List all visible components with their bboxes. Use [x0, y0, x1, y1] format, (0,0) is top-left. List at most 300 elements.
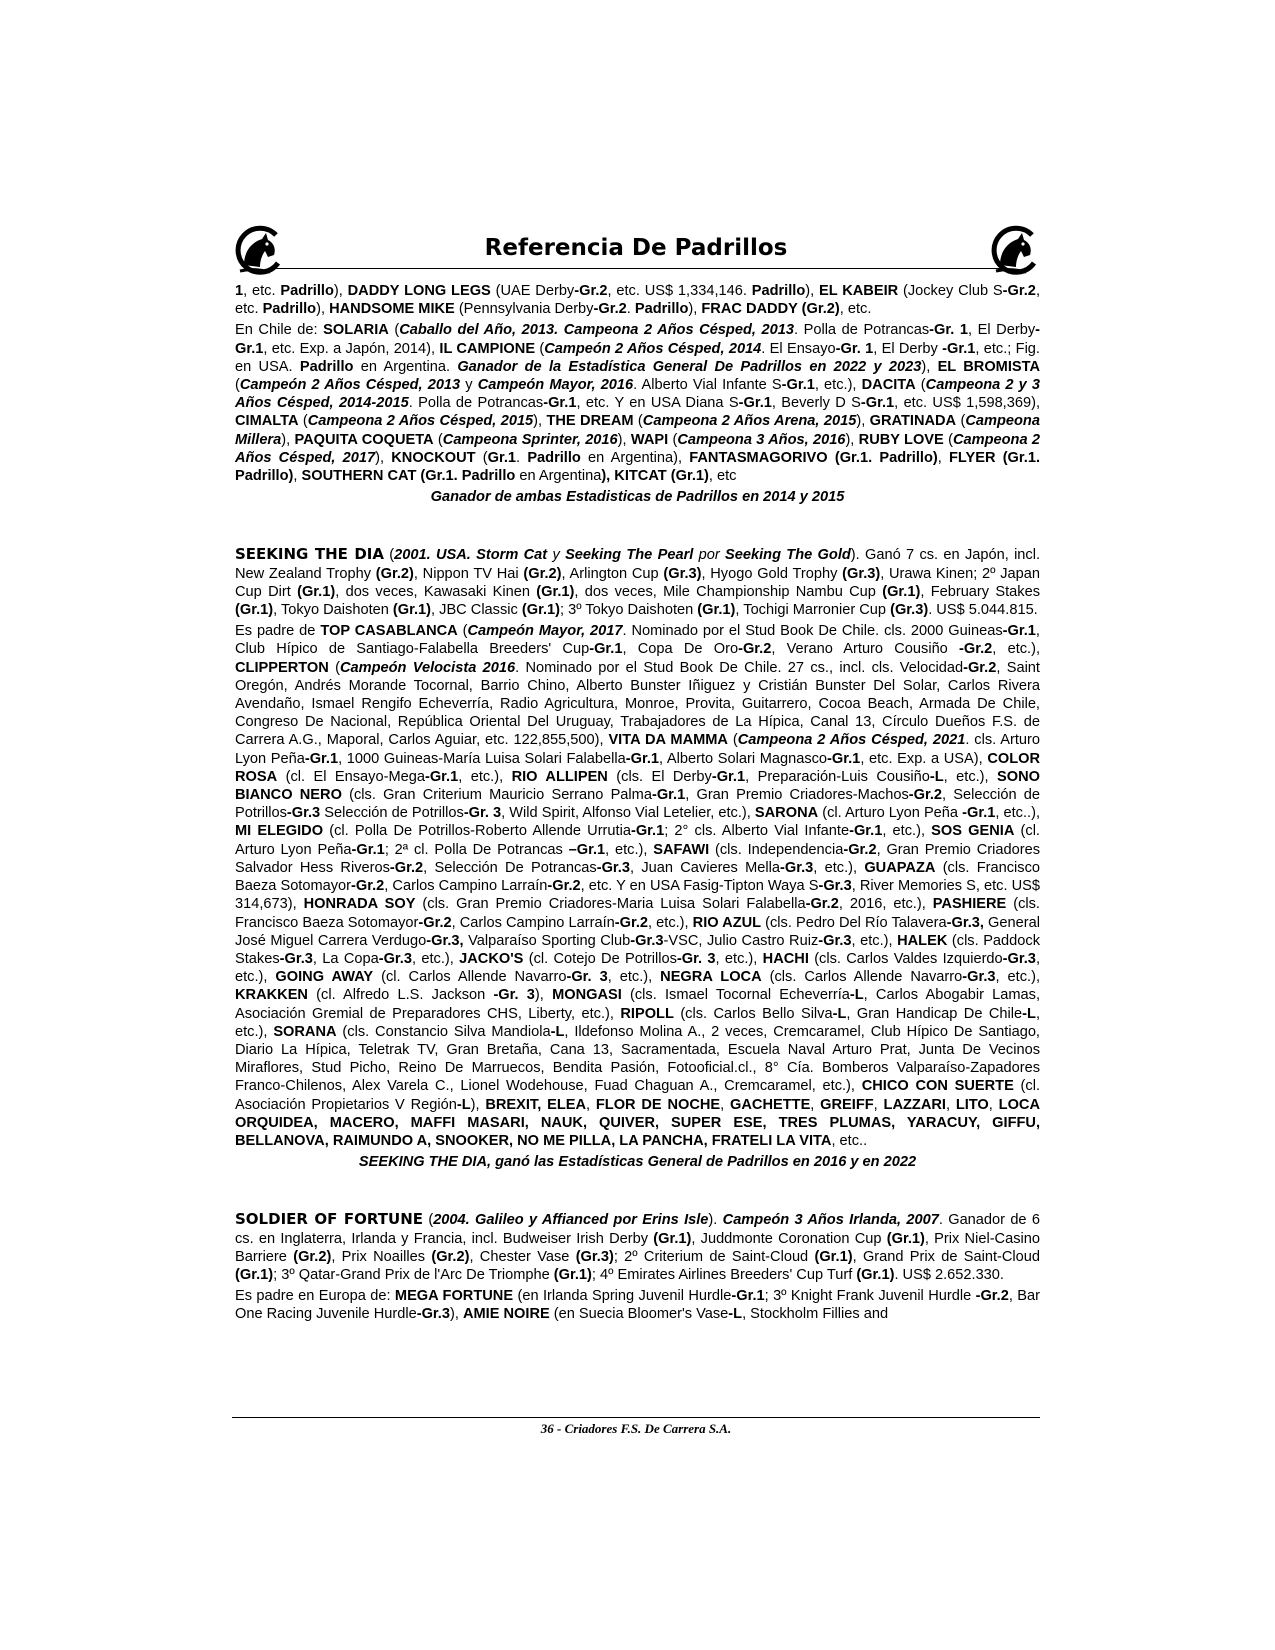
horse-name-heading: SOLDIER OF FORTUNE [235, 1210, 423, 1229]
text-run: -Gr. 3 [463, 805, 502, 822]
text-run: , etc. Exp. a Japón, 2014), [263, 340, 440, 357]
text-run: , Stockholm Fillies and [742, 1306, 889, 1323]
text-run: -Gr.1 [304, 750, 339, 767]
text-run: ( [423, 1212, 434, 1229]
text-run: , Grand Prix de Saint-Cloud [852, 1248, 1041, 1265]
text-run: (Gr.1) [235, 602, 274, 619]
text-run: -Gr.3 [818, 878, 852, 895]
text-run: -Gr.2 [574, 283, 608, 299]
text-run: , Bar One Racing Juvenile Hurdle [235, 1288, 1041, 1323]
text-run: Gr.1 [487, 449, 517, 466]
text-run: –Gr.1 [568, 841, 606, 858]
text-run: ( [433, 431, 443, 448]
text-run: (cl. Carlos Allende Navarro [373, 969, 567, 986]
text-run: ), [805, 283, 820, 299]
text-run: CLIPPERTON [235, 659, 329, 676]
text-run: . [516, 449, 528, 466]
text-run: , Wild Spirit, Alfonso Vial Letelier, etc.), [501, 805, 755, 822]
text-run: , February Stakes [920, 583, 1041, 600]
text-run: ), [281, 431, 295, 448]
text-run: (cl. Asociación Propietarios V Región [235, 1078, 1040, 1113]
text-run: (Gr.1) [882, 583, 921, 600]
text-run: Campeón 3 Años Irlanda, 2007 [722, 1212, 939, 1229]
text-run: DACITA [861, 377, 916, 394]
text-run: -Gr.1 [630, 823, 665, 840]
text-run: ; 3º Knight Frank Juvenil Hurdle [764, 1288, 976, 1305]
text-run: , Tochigi Marronier Cup [735, 602, 891, 619]
text-run: , Alberto Solari Magnasco [659, 750, 828, 767]
text-run: . Ganador de 6 cs. en Inglaterra, Irlanda y Francia, incl. Budweiser Irish Derby [235, 1212, 1040, 1247]
intro-footnote: Ganador de ambas Estadisticas de Padrillos en 2014 y 2015 [430, 489, 845, 506]
text-run: Seeking The Pearl [565, 547, 694, 564]
text-run: -Gr.1 [625, 750, 659, 767]
text-run: Caballo del Año, 2013. Campeona 2 Años Césped, 2013 [399, 322, 794, 339]
text-run: (Gr.1) [521, 602, 560, 619]
text-run: BREXIT, ELEA [485, 1096, 587, 1113]
text-run: (Gr.1) [536, 583, 575, 600]
text-run: , etc.), [882, 823, 932, 840]
text-run: ( [956, 413, 966, 430]
text-run: SORANA [273, 1023, 337, 1040]
text-run: -Gr.3 [818, 932, 852, 949]
text-run: -Gr.1 [942, 340, 976, 357]
text-run: -Gr.2 [389, 859, 424, 876]
text-run: FLOR DE NOCHE [595, 1096, 721, 1113]
text-run: Campeona 2 Años Arena, 2015 [642, 413, 857, 430]
text-run: -Gr.3 [378, 950, 412, 967]
text-run: -Gr.1 [781, 377, 815, 394]
text-run: , Ildefonso Molina A., 2 veces, Cremcaramel, Club Hípico De Santiago, Diario La Hípica, Teletrak TV, Gran Bretaña, Cana 13, Sacramentada, Escuela Naval Arturo Prat, Junta De Vecinos Miraflores, Stud Picho, Reino De Marruecos, Bendita Pasión, Fotooficial.cl., 8° Cía. Bomberos Valparaíso-Zapadores Franco-Chilenos, Alex Varela C., Lionel Wodehouse, Fuad Chaguan A., Cremcaramel, etc.), [235, 1023, 1040, 1095]
text-run: ( [457, 623, 468, 640]
text-run: , dos veces, Kawasaki Kinen [335, 583, 537, 600]
text-run: -Gr.3 [630, 932, 664, 949]
text-run: en Argentina [515, 468, 602, 485]
text-run: WAPI [630, 431, 669, 448]
header-divider [272, 268, 1000, 269]
text-run: ( [298, 413, 308, 430]
text-run: ; 2º Criterium de Saint-Cloud [613, 1248, 815, 1265]
page-header [232, 225, 1040, 277]
text-run: ). [708, 1212, 723, 1229]
text-run: Padrillo [299, 358, 354, 375]
text-run: GUAPAZA [864, 859, 936, 876]
text-run: Selección de Potrillos [320, 805, 464, 822]
text-run: (cls. Gran Criterium Mauricio Serrano Palma [341, 787, 652, 804]
text-run: por [693, 547, 726, 564]
text-run: Campeón Mayor, 2017 [467, 623, 623, 640]
seeking-the-dia-paragraph-1 [235, 545, 1040, 619]
text-run: IL CAMPIONE [439, 340, 536, 357]
seeking-the-dia-footnote: SEEKING THE DIA, ganó las Estadísticas General de Padrillos en 2016 y en 2022 [358, 1154, 917, 1171]
text-run: -Gr.2 [593, 301, 627, 318]
text-run: , Gran Premio Criadores-Machos [685, 787, 909, 804]
text-run: , etc.), [411, 950, 460, 967]
text-run: -Gr.2 [1002, 283, 1036, 299]
text-run: CIMALTA [235, 413, 299, 430]
text-run: . Alberto Vial Infante S [633, 377, 782, 394]
text-run: GACHETTE [730, 1096, 811, 1113]
text-run: (cls. Francisco Baeza Sotomayor [235, 859, 1040, 895]
text-run: -Gr.3 [416, 1306, 450, 1323]
text-run: (cls. Carlos Bello Silva [673, 1005, 833, 1022]
text-run: SOS GENIA [931, 823, 1015, 840]
text-run: -Gr. 3 [493, 987, 535, 1004]
text-run: ), [856, 413, 870, 430]
text-run: (Gr.2) [523, 565, 562, 582]
text-run: -Gr.2 [805, 896, 839, 913]
text-run: , [586, 1096, 596, 1113]
text-run: SAFAWI [653, 841, 710, 858]
text-run: -Gr.2 [547, 878, 581, 895]
text-run: , Arlington Cup [561, 565, 664, 582]
section-spacer [235, 509, 1040, 545]
text-run: , [945, 1096, 956, 1113]
text-run: en Argentina. [353, 358, 458, 375]
text-run: , Verano Arturo Cousiño [771, 641, 960, 658]
horse-name-heading: SEEKING THE DIA [235, 545, 384, 564]
text-run: -Gr.2 [614, 914, 649, 931]
text-run: -Gr.3 [286, 805, 321, 822]
footer-divider [232, 1417, 1040, 1418]
text-run: (Gr.3) [663, 565, 702, 582]
text-run: , Gran Premio Criadores Salvador Hess Riveros [235, 841, 1040, 876]
text-run: LITO [955, 1096, 989, 1113]
text-run: , Carlos Abogabir Lamas, Asociación Gremial de Preparadores CHS, Liberty, etc.), [235, 987, 1041, 1022]
text-run: RIO ALLIPEN [511, 768, 608, 785]
text-run: -Gr.2 [908, 787, 943, 804]
text-run: , etc.), [605, 841, 654, 858]
text-run: (cls. El Derby [607, 768, 712, 785]
text-run: , Prix Noailles [331, 1248, 432, 1265]
text-run: KNOCKOUT [391, 449, 476, 466]
text-run: , dos veces, Mile Championship Nambu Cup [574, 583, 883, 600]
text-run: , etc. [235, 283, 1040, 318]
text-run: 2001. USA. Storm Cat [394, 547, 548, 564]
text-run: -L [1022, 1005, 1036, 1022]
text-run: , etc.), [607, 969, 661, 986]
text-run: en Argentina), [580, 449, 690, 466]
text-run: -Gr. 3 [566, 969, 608, 986]
text-run: Ganador de la Estadística General De Padrillos en 2022 y 2023 [457, 358, 922, 375]
page-footer: 36 - Criadores F.S. De Carrera S.A. [540, 1421, 732, 1436]
text-run: SOLARIA [323, 322, 389, 339]
text-run: , Tokyo Daishoten [273, 602, 393, 619]
text-run: (Gr.1) [697, 602, 736, 619]
text-run: (Gr.2) [293, 1248, 332, 1265]
text-run: ; 3º Qatar-Grand Prix de l'Arc De Triomphe [273, 1266, 554, 1283]
text-run: (Gr.1) [553, 1266, 592, 1283]
text-run: Campeona 2 Años Césped, 2015 [307, 413, 534, 430]
text-run: -Gr.2 [963, 659, 997, 676]
text-run: , etc.; Fig. en USA. [235, 340, 1040, 375]
text-run: , [988, 1096, 999, 1113]
text-run: RIPOLL [620, 1005, 674, 1022]
document-body [235, 282, 1040, 1327]
text-run: , Beverly D S [771, 395, 861, 412]
text-run: Campeona 3 Años, 2016 [677, 431, 846, 448]
text-run: -Gr.2 [843, 841, 877, 858]
text-run: RIO AZUL [692, 914, 762, 931]
text-run: -Gr.3, [946, 914, 984, 931]
text-run: ), [921, 358, 938, 375]
text-run: JACKO'S [459, 950, 524, 967]
text-run: (Gr.1) [653, 1230, 692, 1247]
text-run: EL KABEIR [819, 283, 899, 299]
text-run: GRATINADA [869, 413, 957, 430]
text-run: (cls. Constancio Silva Mandiola [336, 1023, 551, 1040]
text-run: ( [328, 659, 340, 676]
text-run: (Gr.3) [575, 1248, 614, 1265]
soldier-of-fortune-paragraph-2 [235, 1287, 1040, 1323]
text-run: ( [915, 377, 926, 394]
text-run: Campeón Mayor, 2016 [477, 377, 634, 394]
text-run: SONO BIANCO NERO [235, 768, 1041, 804]
text-run: FRAC DADDY (Gr.2) [701, 301, 840, 318]
text-run: , etc.), [992, 641, 1041, 658]
text-run: -Gr.1 [731, 1288, 765, 1305]
text-run: SOUTHERN CAT (Gr.1. Padrillo [301, 468, 516, 485]
text-run: , [810, 1096, 821, 1113]
text-run: -Gr.2 [418, 914, 452, 931]
text-run: -Gr.1 [849, 823, 883, 840]
text-run: -Gr.2 [738, 641, 772, 658]
text-run: y [460, 377, 478, 394]
text-run: -L [929, 768, 944, 785]
text-run: -Gr.1 [651, 787, 686, 804]
text-run: Valparaíso Sporting Club [463, 932, 631, 949]
text-run: -Gr.1 [235, 322, 1040, 357]
text-run: , etc. Y en USA Diana S [576, 395, 739, 412]
text-run: -Gr.2 [975, 1288, 1009, 1305]
text-run: , etc.), [235, 950, 1040, 986]
text-run: , etc. Y en USA Fasig-Tipton Waya S [580, 878, 819, 895]
text-run: , Hyogo Gold Trophy [701, 565, 843, 582]
text-run: PASHIERE [932, 896, 1007, 913]
text-run: -Gr.1 [711, 768, 746, 785]
text-run: ; 3º Tokyo Daishoten [560, 602, 698, 619]
text-run: (cls. Francisco Baeza Sotomayor [235, 896, 1040, 931]
text-run: (Gr.3) [890, 602, 929, 619]
text-run: ), [375, 449, 392, 466]
text-run: , [293, 468, 302, 485]
text-run: . El Ensayo [761, 340, 836, 357]
text-run: ), KITCAT (Gr.1) [601, 468, 709, 485]
text-run: , Juddmonte Coronation Cup [691, 1230, 887, 1247]
text-run: , Preparación-Luis Cousiño [745, 768, 930, 785]
text-run: ( [384, 547, 395, 564]
text-run: HANDSOME MIKE [329, 301, 455, 318]
text-run: . Polla de Potrancas [793, 322, 930, 339]
text-run: . cls. Arturo Lyon Peña [235, 732, 1041, 767]
text-run: , etc.), [851, 932, 898, 949]
text-run: HALEK [897, 932, 948, 949]
text-run: Campeón 2 Años Césped, 2013 [239, 377, 461, 394]
text-run: y [547, 547, 566, 564]
text-run: Padrillo [280, 283, 334, 299]
text-run: (cls. Carlos Allende Navarro [761, 969, 963, 986]
text-run: , El Derby [873, 340, 943, 357]
intro-paragraph-2 [235, 321, 1040, 485]
text-run: (cl. El Ensayo-Mega [277, 768, 425, 785]
text-run: -Gr.1 [1002, 623, 1036, 640]
text-run: (Pennsylvania Derby [454, 301, 594, 318]
page-title: Referencia De Padrillos [484, 235, 788, 261]
text-run: MEGA FORTUNE [394, 1288, 514, 1305]
text-run: SARONA [754, 805, 819, 822]
text-run: Padrillo [527, 449, 581, 466]
text-run: ( [727, 732, 738, 749]
text-run: 2004. Galileo y Affianced por Erins Isle [433, 1212, 709, 1229]
text-run: -Gr.3 [596, 859, 630, 876]
text-run: -Gr.1 [543, 395, 577, 412]
text-run: (Gr.2) [431, 1248, 470, 1265]
text-run: GREIFF [820, 1096, 874, 1113]
text-run: , etc. [839, 301, 872, 318]
text-run: , etc.), [943, 768, 998, 785]
text-run: Es padre de [235, 623, 321, 640]
text-run: ; 2° cls. Alberto Vial Infante [664, 823, 850, 840]
text-run: -Gr. 1 [835, 340, 874, 357]
text-run: CHICO CON SUERTE [861, 1078, 1014, 1095]
text-run: (cl. Alfredo L.S. Jackson [307, 987, 494, 1004]
text-run: . [626, 301, 635, 318]
text-run: GOING AWAY [275, 969, 374, 986]
text-run: (cls. Independencia [709, 841, 844, 858]
text-run: -Gr.1 [351, 841, 385, 858]
text-run: ), [449, 1306, 463, 1323]
text-run: ( [633, 413, 643, 430]
text-run: -Gr.2 [351, 878, 385, 895]
text-run: (en Irlanda Spring Juvenil Hurdle [513, 1288, 732, 1305]
text-run: -Gr.1 [860, 395, 895, 412]
text-run: , etc.), [648, 914, 693, 931]
text-run: -L [550, 1023, 565, 1040]
text-run: . US$ 5.044.815. [928, 602, 1038, 619]
text-run: -Gr.3 [279, 950, 313, 967]
text-run: , 2016, etc.), [838, 896, 933, 913]
text-run: , etc.. [831, 1132, 868, 1149]
text-run: MONGASI [552, 987, 622, 1004]
text-run: , etc..), [995, 805, 1040, 822]
text-run: . Nominado por el Stud Book De Chile. 27 cs., incl. cls. Velocidad [515, 659, 964, 676]
text-run: , [873, 1096, 884, 1113]
text-run: Campeona 2 y 3 Años Césped, 2014-2015 [235, 377, 1041, 412]
text-run: (cl. Polla De Potrillos-Roberto Allende Urrutia [323, 823, 631, 840]
text-run: , etc.), [715, 950, 763, 967]
text-run: HONRADA SOY [303, 896, 416, 913]
text-run: . US$ 2.652.330. [894, 1266, 1004, 1283]
text-run: ), [617, 431, 631, 448]
text-run: , Saint Oregón, Andrés Morande Tocornal, Barrio Chino, Alberto Bunster Iñiguez y Cristián Bunster Del Solar, Carlos Rivera Avendaño, Ismael Rengifo Echeverría, Radio Agricultura, Monroe, Provita, Guitarrero, Cocoa Beach, Armada De Chile, Congreso De Nacional, República Oriental Del Uruguay, Trabajadores de La Hípica, Canal 13, Círculo Dueños F.S. de Carrera A.G., Maporal, Carlos Aguiar, etc. 122,855,500), [235, 659, 1040, 749]
text-run: , [937, 449, 949, 466]
text-run: ), [534, 987, 553, 1004]
text-run: (Gr.1) [297, 583, 336, 600]
text-run: (en Suecia Bloomer's Vase [549, 1306, 729, 1323]
text-run: -Gr.3 [780, 859, 814, 876]
text-run: , JBC Classic [431, 602, 522, 619]
text-run: AMIE NOIRE [462, 1306, 550, 1323]
text-run: (cls. Paddock Stakes [235, 932, 1040, 967]
text-run: Padrillo [262, 301, 317, 318]
text-run: , El Derby [968, 322, 1036, 339]
text-run: (cls. Carlos Valdes Izquierdo [808, 950, 1003, 967]
text-run: ( [535, 340, 545, 357]
text-run: , etc [708, 468, 737, 485]
text-run: , etc. US$ 1,598,369), [894, 395, 1041, 412]
text-run: (Gr.1) [235, 1266, 274, 1283]
text-run: -Gr.1 [589, 641, 623, 658]
text-run: -Gr. 1 [929, 322, 968, 339]
text-run: ), [688, 301, 702, 318]
text-run: , [720, 1096, 731, 1113]
text-run: -Gr.1 [738, 395, 772, 412]
text-run: (Gr.2) [375, 565, 414, 582]
text-run: ). Ganó 7 cs. en Japón, incl. New Zealand Trophy [235, 547, 1041, 582]
text-run: FLYER (Gr.1. Padrillo) [235, 449, 1041, 485]
text-run: , etc.), [458, 768, 512, 785]
text-run: , Selección de Potrillos [235, 787, 1040, 822]
text-run: (cl. Arturo Lyon Peña [235, 823, 1040, 858]
text-run: -Gr.1 [424, 768, 459, 785]
text-run: (Gr.1) [392, 602, 432, 619]
text-run: , etc.), [814, 377, 862, 394]
section-spacer [235, 1174, 1040, 1210]
text-run: , Selección De Potrancas [423, 859, 597, 876]
text-run: VITA DA MAMMA [608, 732, 728, 749]
text-run: . Nominado por el Stud Book De Chile. cls. 2000 Guineas [622, 623, 1003, 640]
text-run: , etc.), [995, 969, 1040, 986]
text-run: (Gr.1) [886, 1230, 925, 1247]
text-run: -VSC, Julio Castro Ruiz [663, 932, 819, 949]
text-run: -L [849, 987, 864, 1004]
text-run: -Gr.3, [426, 932, 464, 949]
text-run: , Nippon TV Hai [413, 565, 524, 582]
text-run: ), [316, 301, 330, 318]
text-run: , River Memories S, etc. US$ 314,673), [235, 878, 1040, 913]
text-run: (Jockey Club S [898, 283, 1003, 299]
text-run: THE DREAM [546, 413, 634, 430]
seeking-the-dia-paragraph-2 [235, 622, 1040, 1150]
text-run: General José Miguel Carrera Verdugo [235, 914, 1040, 949]
text-run: (Gr.1) [856, 1266, 895, 1283]
text-run: , Copa De Oro [622, 641, 739, 658]
text-run: ), [470, 1096, 486, 1113]
text-run: -Gr.3 [1002, 950, 1036, 967]
text-run: 1 [235, 283, 244, 299]
text-run: (cls. Pedro Del Río Talavera [761, 914, 947, 931]
text-run: , Prix Niel-Casino Barriere [235, 1230, 1040, 1265]
intro-paragraph-1 [235, 282, 1040, 318]
horse-head-logo-icon [988, 225, 1040, 277]
text-run: ( [943, 431, 953, 448]
text-run: (UAE Derby [490, 283, 575, 299]
text-run: LAZZARI [883, 1096, 946, 1113]
text-run: -L [832, 1005, 847, 1022]
text-run: , Juan Cavieres Mella [629, 859, 780, 876]
text-run: , etc.), [235, 1005, 1040, 1040]
text-run: , Chester Vase [469, 1248, 576, 1265]
text-run: DADDY LONG LEGS [347, 283, 491, 299]
text-run: MI ELEGIDO [235, 823, 324, 840]
text-run: , etc.), [813, 859, 865, 876]
text-run: -Gr.1 [962, 805, 996, 822]
text-run: Campeona Millera [235, 413, 1040, 448]
text-run: , Urawa Kinen; 2º Japan Cup Dirt [235, 565, 1040, 600]
text-run: , 1000 Guineas-María Luisa Solari Falabella [338, 750, 626, 767]
text-run: ; 2ª cl. Polla De Potrancas [384, 841, 569, 858]
text-run: ( [235, 377, 240, 394]
text-run: Padrillo [634, 301, 689, 318]
